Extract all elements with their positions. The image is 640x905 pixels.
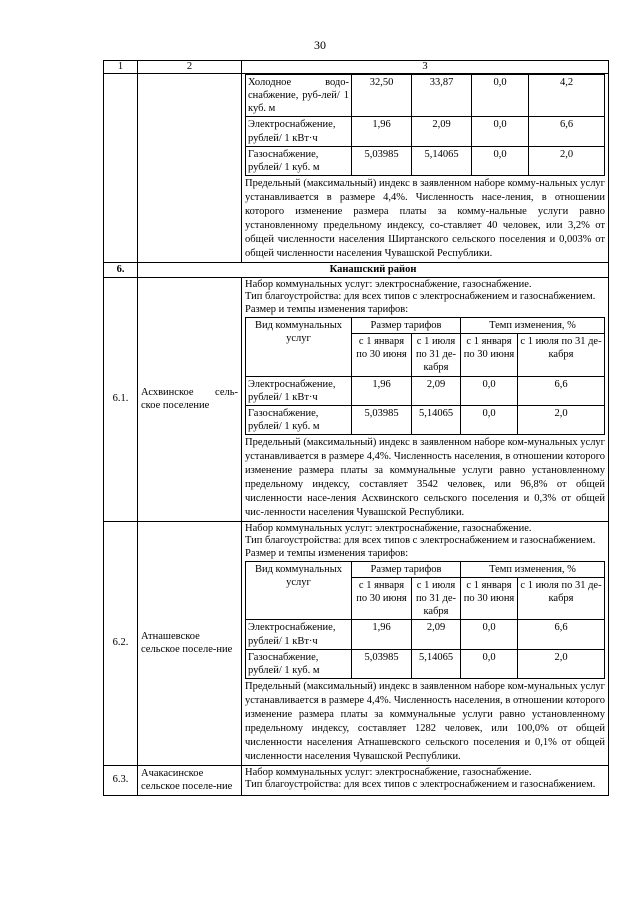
value-cell: 5,14065	[412, 405, 461, 434]
index-paragraph: Предельный (максимальный) индекс в заявленном наборе комму-нальных услуг устанавливается в размере 4,4%. Численность насе-ления, в отношении которого изменение размера платы за комму-нальные услуги равно установленному предельному индексу, со-ставляет 40 человек, или 3,2% от общей численности населения Ширтанского сельского поселения и 0,003% от общей численности населения Чувашской Республики.	[245, 177, 605, 259]
tariff-size-line: Размер и темпы изменения тарифов:	[245, 547, 409, 559]
rate-header: Темп изменения, %	[461, 318, 605, 334]
period-header: с 1 января по 30 июня	[461, 578, 518, 620]
value-cell: 2,0	[518, 405, 605, 434]
tariff-header-row	[246, 318, 605, 334]
tariff-row	[246, 75, 605, 117]
improvement-type-line: Тип благоустройства: для всех типов с электроснабжением и газоснабжением.	[245, 535, 596, 547]
value-cell: 5,03985	[352, 146, 412, 175]
settlement-row	[104, 521, 609, 765]
table-row-continuation	[104, 74, 609, 263]
value-cell: 5,14065	[412, 146, 472, 175]
period-header: с 1 июля по 31 де-кабря	[518, 334, 605, 376]
index-paragraph: Предельный (максимальный) индекс в заявленном наборе ком-мунальных услуг устанавливается в размере 4,4%. Численность населения, в отношении которого изменение размера платы за коммунальные услуги равно установленному предельному индексу, составляет 1282 человек, или 100,0% от общей численности населения Атнашевского сельского поселения и 0,1% от общей численности населения Чувашской Республики.	[245, 680, 605, 762]
section-title: Канашский район	[138, 262, 609, 277]
value-cell: 33,87	[412, 75, 472, 117]
settlement-name: Атнашевское сельское поселе-ние	[138, 521, 242, 765]
settlement-number: 6.3.	[104, 765, 138, 795]
service-cell: Электроснабжение, рублей/ 1 кВт·ч	[246, 620, 352, 649]
settlement-tariff-table	[245, 317, 605, 435]
value-cell: 2,09	[412, 376, 461, 405]
value-cell: 5,03985	[352, 405, 412, 434]
value-cell: 4,2	[529, 75, 605, 117]
page-number: 30	[314, 38, 326, 52]
period-header: с 1 января по 30 июня	[352, 334, 412, 376]
service-cell: Холодное водо-снабжение, руб-лей/ 1 куб. м	[246, 75, 352, 117]
period-header: с 1 июля по 31 де-кабря	[412, 578, 461, 620]
value-cell: 0,0	[461, 405, 518, 434]
size-header: Размер тарифов	[352, 561, 461, 577]
tariff-header-row	[246, 561, 605, 577]
value-cell: 1,96	[352, 376, 412, 405]
services-set-line: Набор коммунальных услуг: электроснабжение, газоснабжение.	[245, 766, 532, 778]
value-cell: 1,96	[352, 117, 412, 146]
services-set-line: Набор коммунальных услуг: электроснабжение, газоснабжение.	[245, 278, 532, 290]
top-tariff-table	[245, 74, 605, 176]
service-cell: Электроснабжение, рублей/ 1 кВт·ч	[246, 376, 352, 405]
service-cell: Газоснабжение, рублей/ 1 куб. м	[246, 405, 352, 434]
kind-header: Вид коммунальных услуг	[246, 561, 352, 620]
value-cell: 2,0	[529, 146, 605, 175]
services-set-line: Набор коммунальных услуг: электроснабжение, газоснабжение.	[245, 522, 532, 534]
settlement-tariff-table	[245, 561, 605, 679]
value-cell: 5,14065	[412, 649, 461, 678]
value-cell: 1,96	[352, 620, 412, 649]
size-header: Размер тарифов	[352, 318, 461, 334]
improvement-type-line: Тип благоустройства: для всех типов с электроснабжением и газоснабжением.	[245, 779, 596, 791]
rate-header: Темп изменения, %	[461, 561, 605, 577]
value-cell: 0,0	[472, 117, 529, 146]
tariff-row	[246, 405, 605, 434]
kind-header: Вид коммунальных услуг	[246, 318, 352, 377]
col-header-3: 3	[242, 61, 609, 74]
tariff-row	[246, 649, 605, 678]
settlement-row	[104, 765, 609, 795]
improvement-type-line: Тип благоустройства: для всех типов с электроснабжением и газоснабжением.	[245, 291, 596, 303]
value-cell: 2,09	[412, 620, 461, 649]
service-cell: Газоснабжение, рублей/ 1 куб. м	[246, 146, 352, 175]
period-header: с 1 июля по 31 де-кабря	[412, 334, 461, 376]
tariff-size-line: Размер и темпы изменения тарифов:	[245, 303, 409, 315]
value-cell: 5,03985	[352, 649, 412, 678]
period-header: с 1 июля по 31 де-кабря	[518, 578, 605, 620]
value-cell: 0,0	[461, 649, 518, 678]
tariff-table	[103, 60, 609, 796]
value-cell: 0,0	[461, 376, 518, 405]
service-cell: Электроснабжение, рублей/ 1 кВт·ч	[246, 117, 352, 146]
settlement-number: 6.2.	[104, 521, 138, 765]
col-header-1: 1	[104, 61, 138, 74]
value-cell: 32,50	[352, 75, 412, 117]
period-header: с 1 января по 30 июня	[352, 578, 412, 620]
service-cell: Газоснабжение, рублей/ 1 куб. м	[246, 649, 352, 678]
value-cell: 6,6	[518, 620, 605, 649]
tariff-row	[246, 376, 605, 405]
table-header-row	[104, 61, 609, 74]
index-paragraph: Предельный (максимальный) индекс в заявленном наборе ком-мунальных услуг устанавливается в размере 4,4%. Численность населения, в отношении которого изменение размера платы за коммунальные услуги равно установленному предельному индексу, составляет 3542 человек, или 96,8% от общей численности насе-ления Асхвинского сельского поселения и 0,3% от общей чис-ленности населения Чувашской Республики.	[245, 437, 605, 518]
value-cell: 2,09	[412, 117, 472, 146]
section-row	[104, 262, 609, 277]
tariff-row	[246, 146, 605, 175]
section-number: 6.	[104, 262, 138, 277]
value-cell: 6,6	[518, 376, 605, 405]
tariff-row	[246, 620, 605, 649]
settlement-row	[104, 277, 609, 521]
period-header: с 1 января по 30 июня	[461, 334, 518, 376]
settlement-name: Асхвинское сель-ское поселение	[138, 277, 242, 521]
value-cell: 6,6	[529, 117, 605, 146]
tariff-row	[246, 117, 605, 146]
value-cell: 0,0	[461, 620, 518, 649]
value-cell: 2,0	[518, 649, 605, 678]
value-cell: 0,0	[472, 146, 529, 175]
col-header-2: 2	[138, 61, 242, 74]
value-cell: 0,0	[472, 75, 529, 117]
settlement-name: Ачакасинское сельское поселе-ние	[138, 765, 242, 795]
settlement-number: 6.1.	[104, 277, 138, 521]
